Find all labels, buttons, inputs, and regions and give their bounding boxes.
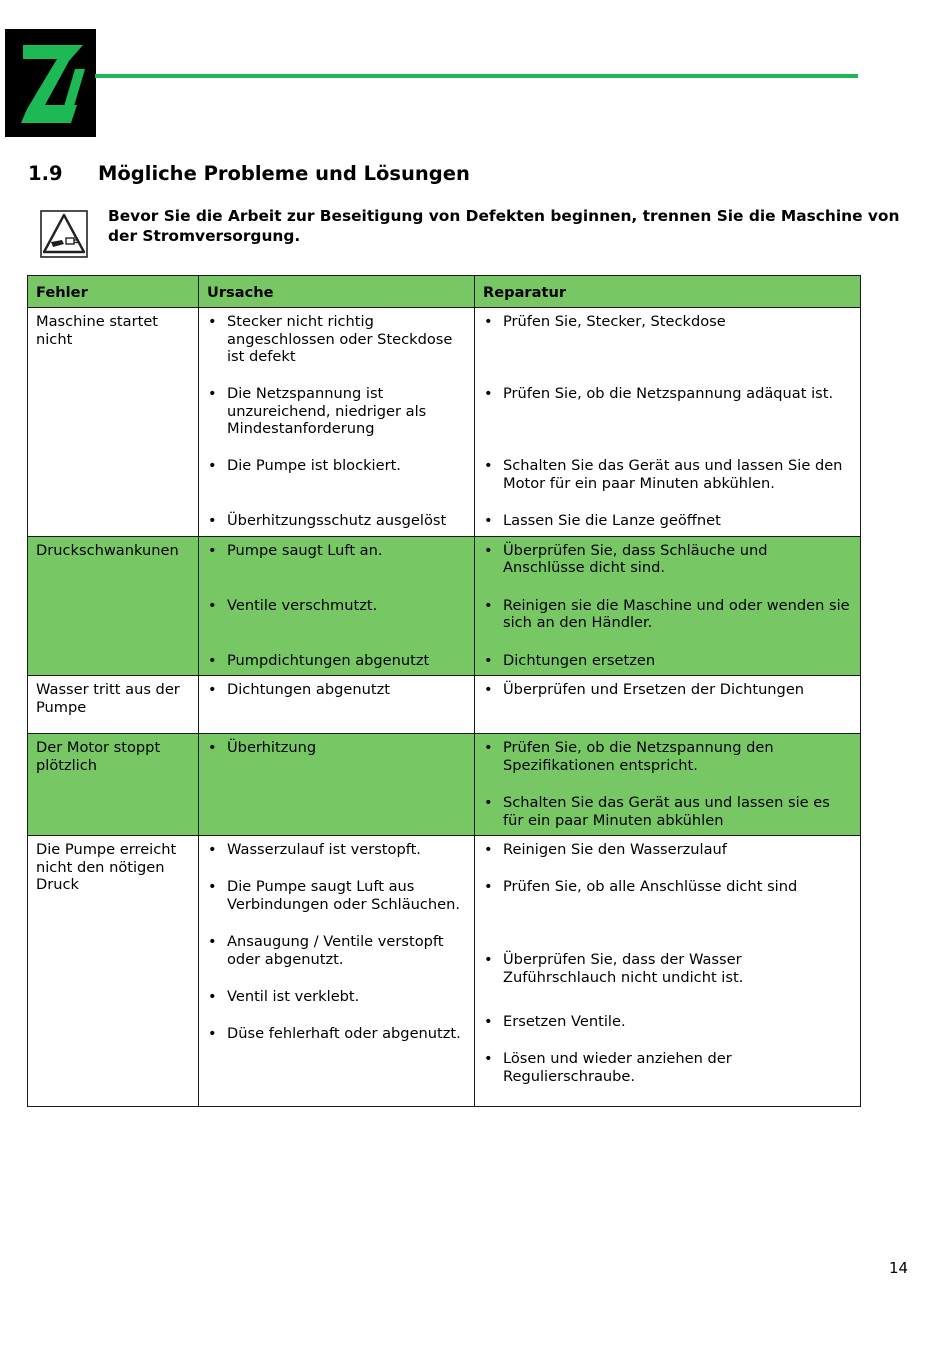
cause-item: • Ventil ist verklebt. — [207, 988, 466, 1005]
cause-item: • Stecker nicht richtig angeschlossen oder Steckdose ist defekt — [207, 313, 466, 365]
cause-item: • Die Netzspannung ist unzureichend, niedriger als Mindestanforderung — [207, 385, 466, 437]
repair-item: • Prüfen Sie, Stecker, Steckdose — [483, 313, 852, 365]
table-row — [28, 308, 861, 537]
cause-cell — [199, 676, 475, 734]
fault-cell — [28, 308, 199, 537]
fault-text: Der Motor stoppt plötzlich — [36, 739, 161, 774]
fault-text: Wasser tritt aus der Pumpe — [36, 681, 180, 716]
section-number: 1.9 — [28, 162, 63, 185]
cause-item: • Die Pumpe saugt Luft aus Verbindungen oder Schläuchen. — [207, 878, 466, 913]
repair-item: • Lösen und wieder anziehen der Regulierschraube. — [483, 1050, 852, 1085]
fault-cell — [28, 536, 199, 676]
repair-item: • Dichtungen ersetzen — [483, 652, 852, 670]
header-cause: Ursache — [199, 276, 475, 308]
cause-item: • Ventile verschmutzt. — [207, 597, 466, 632]
table-row — [28, 676, 861, 734]
fault-text: Die Pumpe erreicht nicht den nötigen Druck — [36, 841, 177, 893]
cause-item: • Dichtungen abgenutzt — [207, 681, 466, 699]
cause-cell — [199, 836, 475, 1107]
repair-item: • Schalten Sie das Gerät aus und lassen sie es für ein paar Minuten abkühlen — [483, 794, 852, 829]
repair-cell — [475, 676, 861, 734]
hazard-disconnect-power-icon — [40, 210, 88, 258]
repair-item: • Prüfen Sie, ob die Netzspannung den Spezifikationen entspricht. — [483, 739, 852, 774]
company-logo — [5, 29, 96, 137]
header-fault: Fehler — [28, 276, 199, 308]
repair-cell — [475, 308, 861, 537]
table-row — [28, 734, 861, 836]
page-number: 14 — [889, 1259, 909, 1277]
cause-item: • Überhitzung — [207, 739, 466, 757]
safety-warning-text: Bevor Sie die Arbeit zur Beseitigung von Defekten beginnen, trennen Sie die Maschine von der Stromversorgung. — [108, 207, 900, 245]
cause-item: • Pumpe saugt Luft an. — [207, 542, 466, 577]
table-row — [28, 836, 861, 1107]
repair-item: • Überprüfen und Ersetzen der Dichtungen — [483, 681, 852, 699]
repair-item: • Überprüfen Sie, dass Schläuche und Anschlüsse dicht sind. — [483, 542, 852, 577]
cause-cell — [199, 536, 475, 676]
repair-item: • Schalten Sie das Gerät aus und lassen Sie den Motor für ein paar Minuten abkühlen. — [483, 457, 852, 492]
repair-item: • Lassen Sie die Lanze geöffnet — [483, 512, 852, 530]
cause-item: • Überhitzungsschutz ausgelöst — [207, 512, 466, 530]
cause-item: • Ansaugung / Ventile verstopft oder abgenutzt. — [207, 933, 466, 968]
header-divider-line — [95, 74, 858, 78]
repair-item: • Prüfen Sie, ob alle Anschlüsse dicht sind — [483, 878, 852, 895]
repair-item: • Reinigen sie die Maschine und oder wenden sie sich an den Händler. — [483, 597, 852, 632]
fault-text: Druckschwankunen — [36, 541, 179, 559]
repair-cell — [475, 836, 861, 1107]
section-heading — [28, 162, 470, 185]
table-row — [28, 536, 861, 676]
troubleshooting-table — [27, 275, 861, 1107]
header-repair: Reparatur — [475, 276, 861, 308]
cause-item: • Wasserzulauf ist verstopft. — [207, 841, 466, 858]
fault-cell — [28, 836, 199, 1107]
cause-item: • Düse fehlerhaft oder abgenutzt. — [207, 1025, 466, 1043]
table-header-row — [28, 276, 861, 308]
cause-item: • Pumpdichtungen abgenutzt — [207, 652, 466, 670]
repair-item: • Ersetzen Ventile. — [483, 1013, 852, 1030]
fault-cell — [28, 676, 199, 734]
repair-cell — [475, 536, 861, 676]
repair-item: • Prüfen Sie, ob die Netzspannung adäquat ist. — [483, 385, 852, 437]
section-title: Mögliche Probleme und Lösungen — [98, 162, 470, 185]
repair-cell — [475, 734, 861, 836]
repair-item: • Überprüfen Sie, dass der Wasser Zuführschlauch nicht undicht ist. — [483, 951, 852, 986]
cause-cell — [199, 734, 475, 836]
cause-cell — [199, 308, 475, 537]
cause-item: • Die Pumpe ist blockiert. — [207, 457, 466, 475]
repair-item: • Reinigen Sie den Wasserzulauf — [483, 841, 852, 858]
fault-text: Maschine startet nicht — [36, 313, 159, 348]
fault-cell — [28, 734, 199, 836]
